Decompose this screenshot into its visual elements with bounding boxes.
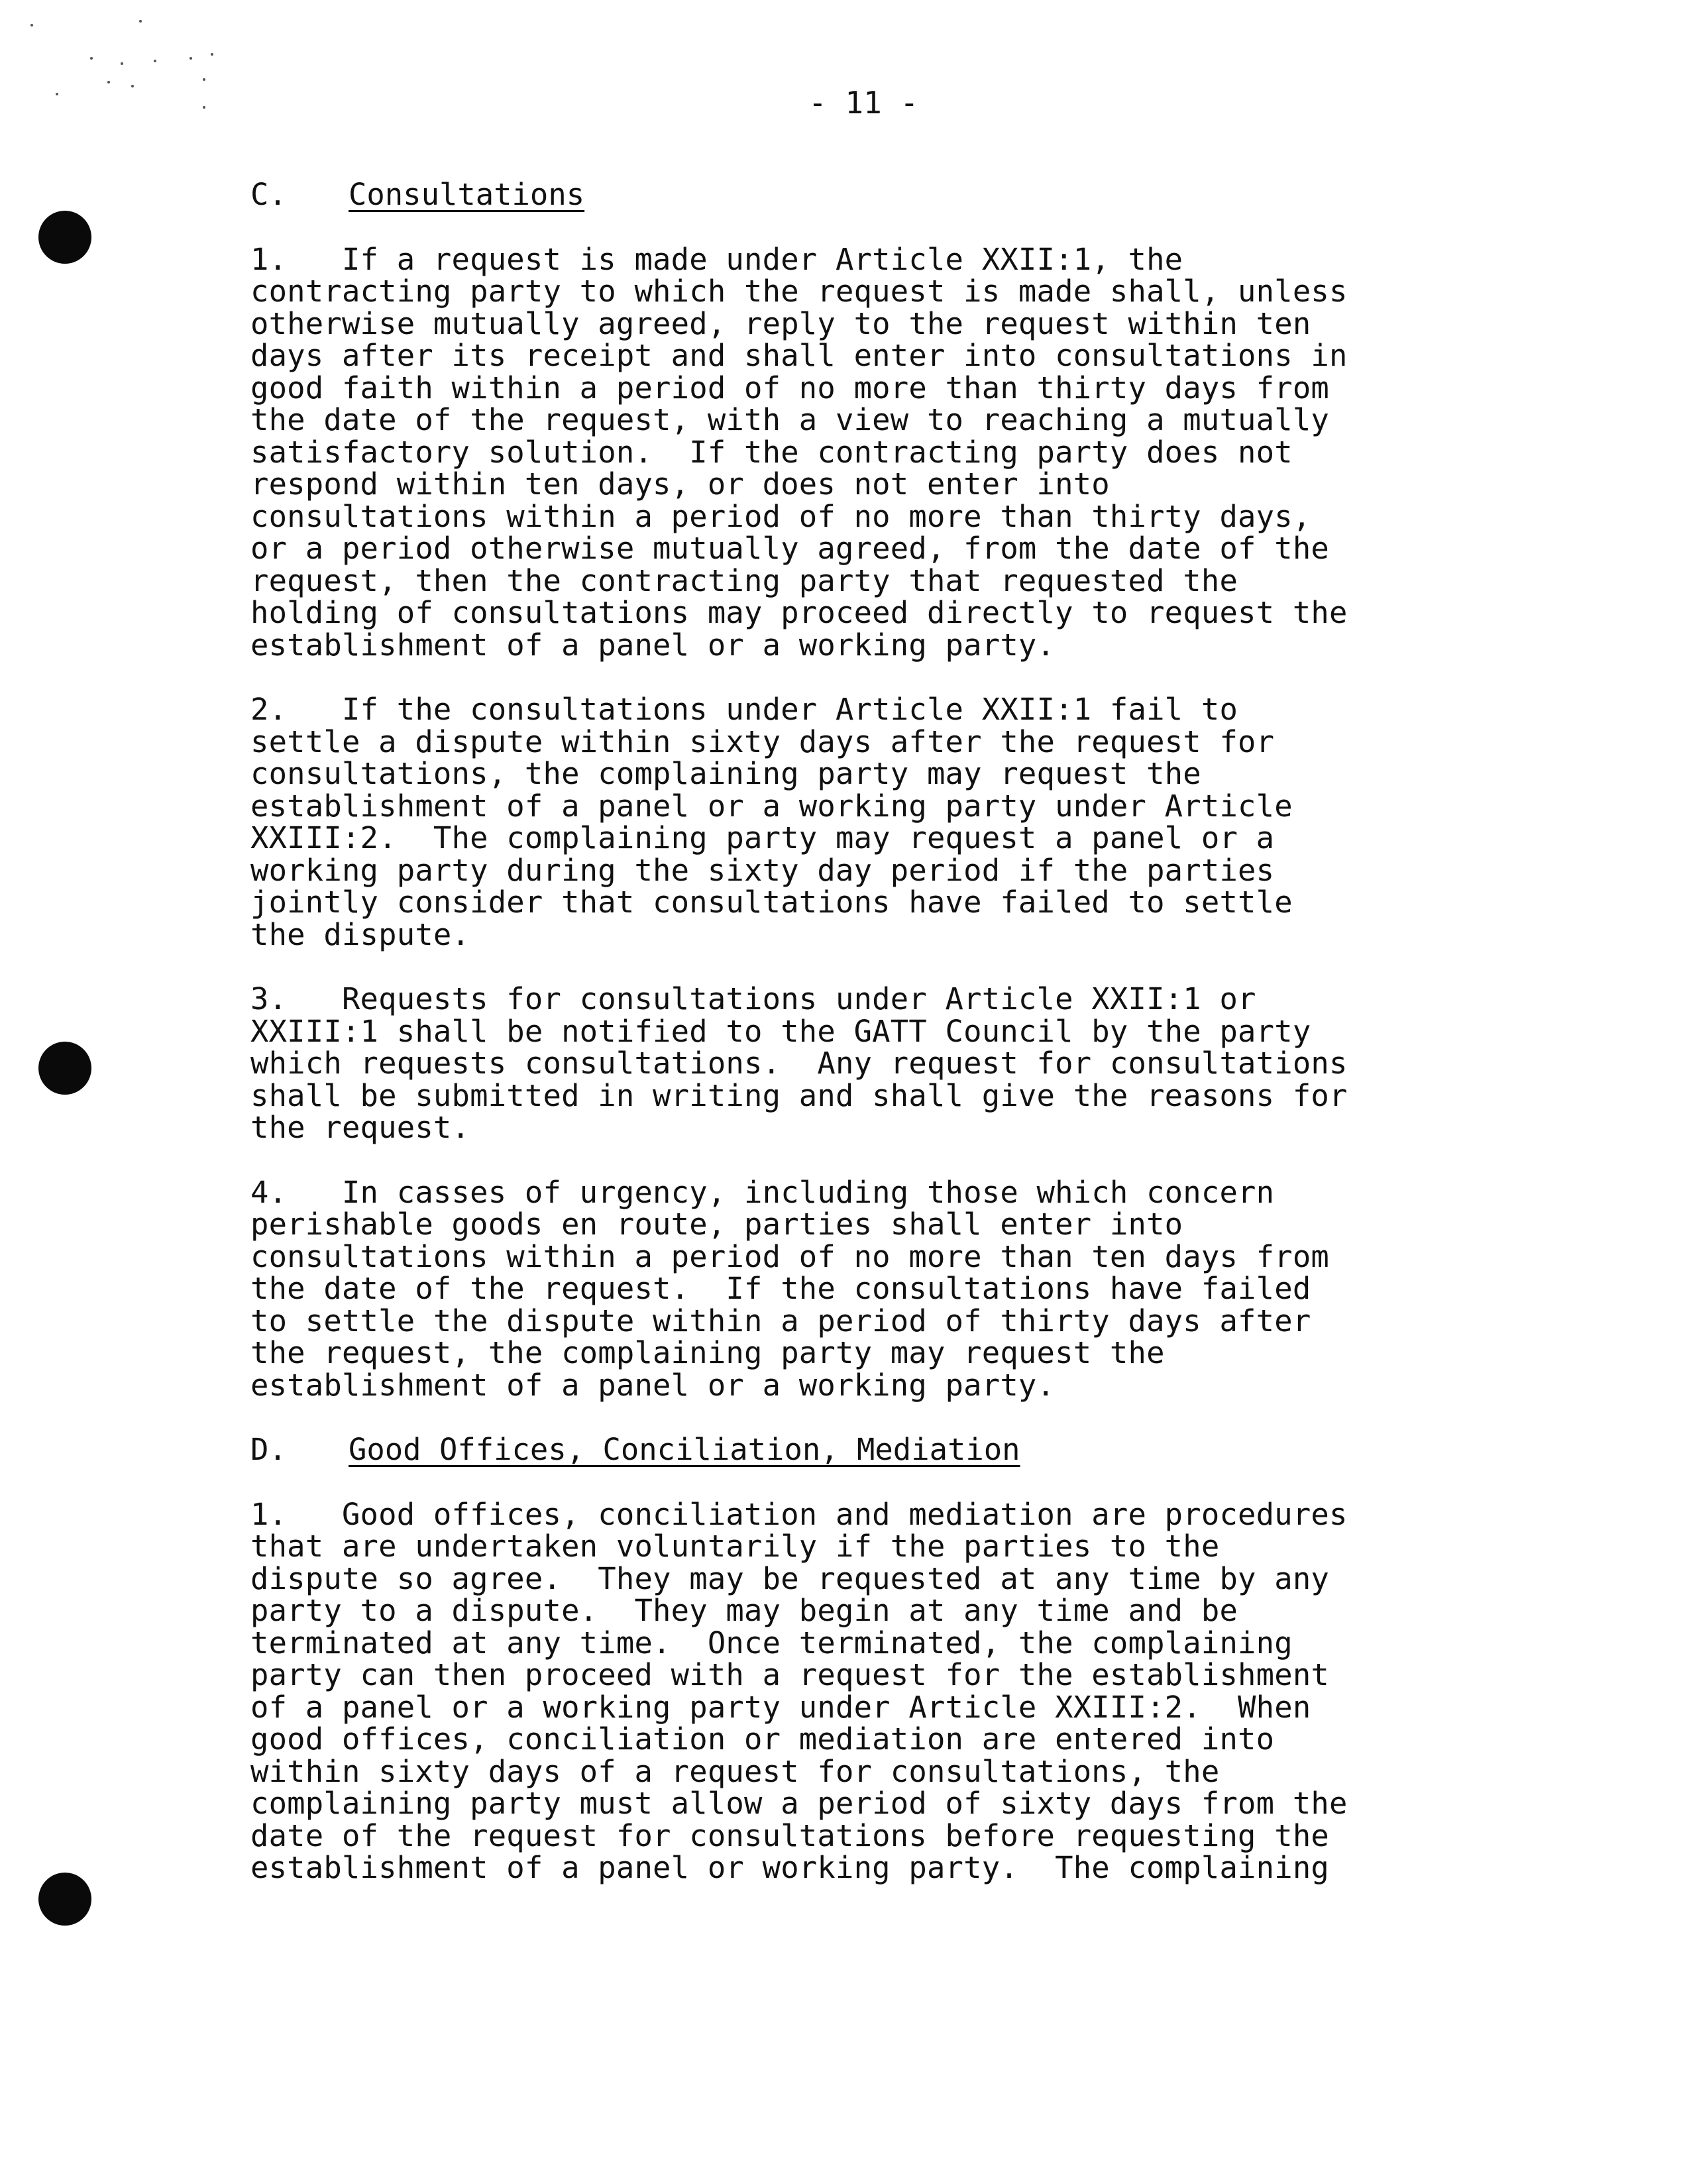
text-line: respond within ten days, or does not enter into [250,466,1110,502]
section-heading [250,179,1430,211]
text-line: days after its receipt and shall enter into consultations in [250,338,1348,373]
text-line: establishment of a panel or a working party. [250,627,1056,663]
text-line: XXIII:1 shall be notified to the GATT Council by the party [250,1013,1311,1049]
punch-hole-middle [38,1042,91,1095]
text-line: the request, the complaining party may request the [250,1335,1165,1370]
scan-speck [30,24,33,27]
text-line: or a period otherwise mutually agreed, from the date of the [250,531,1330,566]
text-line: 1. Good offices, conciliation and mediation are procedures [250,1496,1348,1532]
text-line: establishment of a panel or working party. The complaining [250,1850,1330,1885]
scan-speck [211,53,213,56]
text-line: the dispute. [250,916,470,952]
section-d [250,1434,1430,1884]
section-title: Consultations [349,177,585,212]
text-line: terminated at any time. Once terminated, the complaining [250,1625,1293,1661]
text-line: the request. [250,1110,470,1145]
text-line: consultations, the complaining party may request the [250,756,1201,791]
text-line: establishment of a panel or a working party under Article [250,788,1293,824]
text-line: that are undertaken voluntarily if the parties to the [250,1529,1220,1564]
scan-speck [90,57,93,60]
text-line: establishment of a panel or a working party. [250,1367,1056,1403]
punch-hole-bottom [38,1873,91,1926]
paragraph [250,1174,1430,1403]
text-line: good offices, conciliation or mediation are entered into [250,1721,1275,1757]
text-line: working party during the sixty day period if the parties [250,852,1275,888]
text-line: party can then proceed with a request for the establishment [250,1657,1330,1692]
text-line: which requests consultations. Any request for consultations [250,1046,1348,1081]
text-line: holding of consultations may proceed directly to request the [250,595,1348,630]
paragraph [250,1496,1430,1885]
scan-speck [107,81,110,83]
text-line: within sixty days of a request for consultations, the [250,1753,1220,1789]
text-line: date of the request for consultations before requesting the [250,1818,1330,1853]
section-letter: C. [250,177,287,212]
text-line: shall be submitted in writing and shall give the reasons for [250,1077,1348,1113]
section-heading [250,1434,1430,1466]
text-line: 4. In casses of urgency, including those which concern [250,1174,1275,1210]
paragraph [250,241,1430,663]
text-line: contracting party to which the request is made shall, unless [250,274,1348,309]
scan-speck [203,106,205,109]
scan-speck [121,62,123,65]
page-number: - 11 - [808,85,919,121]
section-title: Good Offices, Conciliation, Mediation [349,1432,1020,1467]
text-line: of a panel or a working party under Article XXIII:2. When [250,1689,1311,1725]
text-line: to settle the dispute within a period of thirty days after [250,1303,1311,1338]
scan-speck [203,78,205,81]
text-line: 1. If a request is made under Article XXII:1, the [250,241,1183,277]
paragraph [250,983,1430,1144]
text-line: 3. Requests for consultations under Article XXII:1 or [250,981,1256,1016]
text-line: settle a dispute within sixty days after the request for [250,724,1275,759]
document-body [250,179,1430,1884]
scan-speck [131,85,134,87]
text-line: 2. If the consultations under Article XXII:1 fail to [250,692,1238,727]
section-c [250,179,1430,1434]
paragraph [250,694,1430,951]
text-line: consultations within a period of no more than ten days from [250,1238,1330,1274]
text-line: otherwise mutually agreed, reply to the request within ten [250,305,1311,341]
scan-speck [139,20,142,23]
text-line: complaining party must allow a period of sixty days from the [250,1786,1348,1821]
text-line: the date of the request, with a view to reaching a mutually [250,402,1330,437]
text-line: XXIII:2. The complaining party may request a panel or a [250,820,1275,855]
text-line: request, then the contracting party that requested the [250,563,1238,598]
text-line: consultations within a period of no more than thirty days, [250,498,1311,534]
section-letter: D. [250,1432,287,1467]
punch-hole-top [38,211,91,264]
text-line: dispute so agree. They may be requested at any time by any [250,1560,1330,1596]
text-line: good faith within a period of no more than thirty days from [250,370,1330,406]
scan-speck [56,93,58,95]
scan-speck [154,60,156,62]
text-line: perishable goods en route, parties shall enter into [250,1207,1183,1242]
text-line: the date of the request. If the consultations have failed [250,1271,1311,1306]
text-line: party to a dispute. They may begin at any time and be [250,1593,1238,1628]
text-line: satisfactory solution. If the contracting party does not [250,434,1293,470]
scan-speck [190,57,192,60]
text-line: jointly consider that consultations have failed to settle [250,885,1293,920]
